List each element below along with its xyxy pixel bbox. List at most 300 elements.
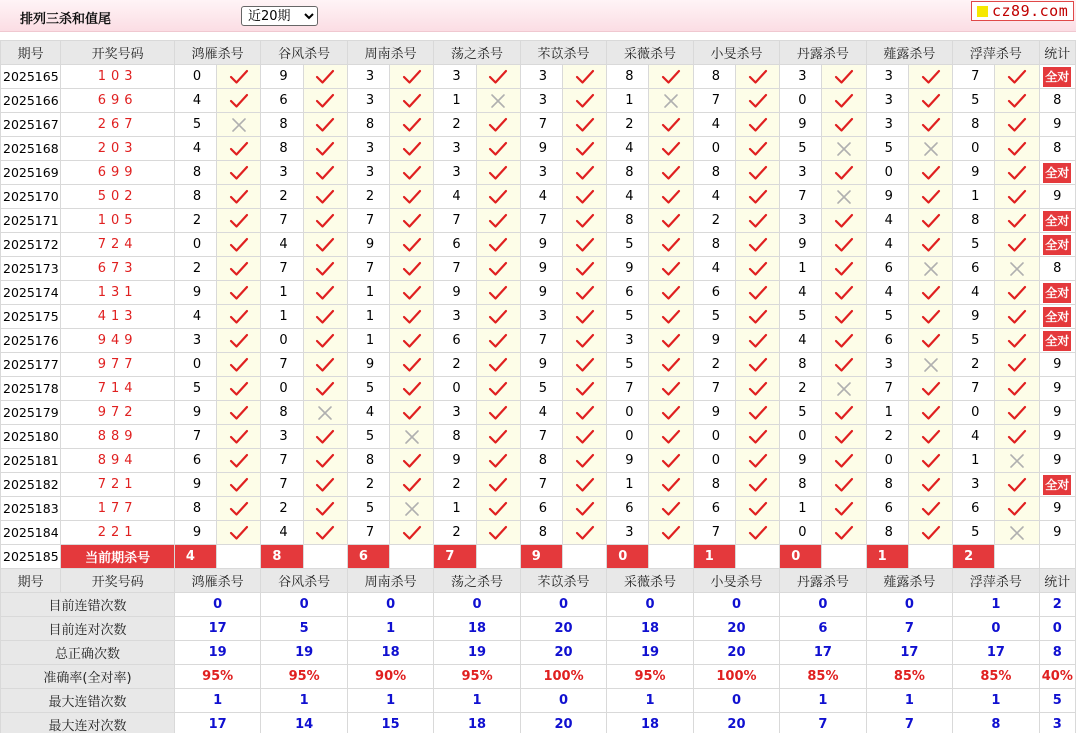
kill-number-cell: 7 <box>434 257 476 281</box>
draw-number-cell: 103 <box>61 65 175 89</box>
check-icon <box>402 453 422 469</box>
check-icon <box>488 381 508 397</box>
check-icon <box>488 405 508 421</box>
check-icon <box>575 261 595 277</box>
blank-cell <box>217 545 261 569</box>
check-icon <box>402 381 422 397</box>
kill-number-cell: 3 <box>174 329 216 353</box>
check-icon <box>921 477 941 493</box>
all-correct-badge: 全对 <box>1043 67 1071 87</box>
kill-number-cell: 6 <box>520 497 562 521</box>
kill-number-cell: 3 <box>520 305 562 329</box>
check-icon <box>488 333 508 349</box>
result-mark-cell <box>476 233 520 257</box>
kill-number-cell: 4 <box>953 425 995 449</box>
summary-value: 5 <box>1039 689 1075 713</box>
col-header-expert: 丹露杀号 <box>780 41 866 65</box>
col-header-period: 期号 <box>1 569 61 593</box>
kill-number-cell: 2 <box>434 473 476 497</box>
result-mark-cell <box>303 473 347 497</box>
result-mark-cell <box>649 233 693 257</box>
result-mark-cell <box>908 305 952 329</box>
check-icon <box>402 405 422 421</box>
result-mark-cell <box>649 473 693 497</box>
result-mark-cell <box>908 521 952 545</box>
check-icon <box>834 357 854 373</box>
col-header-expert: 荡之杀号 <box>434 41 520 65</box>
check-icon <box>1007 93 1027 109</box>
result-mark-cell <box>217 161 261 185</box>
cross-icon <box>836 189 852 205</box>
check-icon <box>1007 165 1027 181</box>
current-kill-cell <box>780 545 822 569</box>
table-row <box>1 497 1076 521</box>
kill-number-cell: 3 <box>261 425 303 449</box>
check-icon <box>488 525 508 541</box>
summary-value: 0 <box>693 593 779 617</box>
stat-cell <box>1039 209 1075 233</box>
kill-number-cell: 8 <box>693 233 735 257</box>
check-icon <box>488 261 508 277</box>
result-mark-cell <box>822 185 866 209</box>
check-icon <box>229 381 249 397</box>
kill-number-cell: 8 <box>347 449 389 473</box>
kill-number-cell: 5 <box>693 305 735 329</box>
check-icon <box>748 141 768 157</box>
summary-value: 1 <box>434 689 520 713</box>
result-mark-cell <box>822 497 866 521</box>
current-kill-number: 0 <box>780 545 822 568</box>
kill-number-cell: 8 <box>434 425 476 449</box>
kill-number-cell: 0 <box>780 425 822 449</box>
summary-value: 18 <box>434 617 520 641</box>
check-icon <box>921 69 941 85</box>
col-header-expert: 浮萍杀号 <box>953 41 1039 65</box>
kill-number-cell: 5 <box>607 353 649 377</box>
kill-number-cell: 1 <box>780 497 822 521</box>
check-icon <box>921 453 941 469</box>
result-mark-cell <box>303 65 347 89</box>
check-icon <box>661 333 681 349</box>
summary-value: 0 <box>174 593 260 617</box>
kill-number-cell: 6 <box>434 233 476 257</box>
result-mark-cell <box>995 65 1039 89</box>
summary-value: 0 <box>261 593 347 617</box>
draw-number-cell: 177 <box>61 497 175 521</box>
summary-value: 0 <box>520 593 606 617</box>
result-mark-cell <box>735 281 779 305</box>
kill-number-cell: 2 <box>434 113 476 137</box>
kill-number-cell: 8 <box>174 161 216 185</box>
current-kill-cell <box>174 545 216 569</box>
check-icon <box>921 309 941 325</box>
result-mark-cell <box>217 281 261 305</box>
stat-count: 9 <box>1053 381 1062 396</box>
result-mark-cell <box>217 113 261 137</box>
summary-value: 0 <box>693 689 779 713</box>
result-mark-cell <box>735 257 779 281</box>
result-mark-cell <box>908 401 952 425</box>
kill-number-cell: 8 <box>607 161 649 185</box>
check-icon <box>229 453 249 469</box>
kill-number-cell: 8 <box>693 161 735 185</box>
kill-number-cell: 9 <box>520 353 562 377</box>
kill-number-cell: 0 <box>780 521 822 545</box>
result-mark-cell <box>995 185 1039 209</box>
kill-number-cell: 9 <box>347 353 389 377</box>
current-kill-cell <box>347 545 389 569</box>
kill-number-cell: 9 <box>953 161 995 185</box>
stat-cell <box>1039 137 1075 161</box>
check-icon <box>748 213 768 229</box>
kill-number-cell: 7 <box>347 521 389 545</box>
check-icon <box>921 525 941 541</box>
result-mark-cell <box>476 137 520 161</box>
stat-count: 9 <box>1053 357 1062 372</box>
kill-number-cell: 4 <box>866 209 908 233</box>
result-mark-cell <box>563 113 607 137</box>
kill-number-cell: 2 <box>347 473 389 497</box>
kill-number-cell: 6 <box>866 497 908 521</box>
result-mark-cell <box>390 65 434 89</box>
check-icon <box>834 477 854 493</box>
result-mark-cell <box>735 65 779 89</box>
result-mark-cell <box>563 401 607 425</box>
summary-value: 17 <box>780 641 866 665</box>
check-icon <box>575 381 595 397</box>
check-icon <box>315 117 335 133</box>
kill-number-cell: 6 <box>693 281 735 305</box>
check-icon <box>748 189 768 205</box>
result-mark-cell <box>390 305 434 329</box>
kill-number-cell: 9 <box>174 473 216 497</box>
check-icon <box>229 141 249 157</box>
kill-number-cell: 5 <box>953 521 995 545</box>
result-mark-cell <box>563 137 607 161</box>
kill-number-cell: 2 <box>866 425 908 449</box>
kill-number-cell: 5 <box>347 497 389 521</box>
result-mark-cell <box>822 425 866 449</box>
kill-number-cell: 6 <box>866 257 908 281</box>
result-mark-cell <box>735 233 779 257</box>
kill-number-cell: 4 <box>780 281 822 305</box>
kill-number-cell: 6 <box>693 497 735 521</box>
kill-number-cell: 2 <box>434 521 476 545</box>
summary-value: 17 <box>174 713 260 733</box>
check-icon <box>1007 357 1027 373</box>
current-kill-cell <box>953 545 995 569</box>
range-select[interactable] <box>241 6 318 26</box>
kill-number-cell: 3 <box>347 137 389 161</box>
kill-number-cell: 5 <box>866 137 908 161</box>
summary-value: 95% <box>607 665 693 689</box>
kill-number-cell: 7 <box>953 65 995 89</box>
kill-number-cell: 0 <box>174 65 216 89</box>
check-icon <box>402 213 422 229</box>
col-header-expert: 采薇杀号 <box>607 41 693 65</box>
check-icon <box>748 93 768 109</box>
blank-cell <box>908 545 952 569</box>
summary-value: 0 <box>866 593 952 617</box>
result-mark-cell <box>217 137 261 161</box>
result-mark-cell <box>908 209 952 233</box>
kill-number-cell: 9 <box>174 521 216 545</box>
kill-number-cell: 7 <box>261 209 303 233</box>
summary-value: 85% <box>780 665 866 689</box>
stat-cell <box>1039 257 1075 281</box>
current-kill-number: 1 <box>867 545 909 568</box>
kill-number-cell: 5 <box>174 377 216 401</box>
check-icon <box>748 117 768 133</box>
result-mark-cell <box>649 353 693 377</box>
summary-value: 3 <box>1039 713 1075 733</box>
check-icon <box>229 285 249 301</box>
summary-value: 1 <box>780 689 866 713</box>
kill-number-cell: 7 <box>261 449 303 473</box>
current-kill-number: 2 <box>953 545 995 568</box>
kill-number-cell: 8 <box>866 521 908 545</box>
check-icon <box>575 477 595 493</box>
result-mark-cell <box>649 329 693 353</box>
result-mark-cell <box>217 329 261 353</box>
kill-number-cell: 2 <box>347 185 389 209</box>
kill-number-cell: 2 <box>174 257 216 281</box>
draw-number-cell: 724 <box>61 233 175 257</box>
kill-number-cell: 7 <box>693 89 735 113</box>
result-mark-cell <box>303 401 347 425</box>
check-icon <box>748 309 768 325</box>
blank-cell <box>390 545 434 569</box>
check-icon <box>661 165 681 181</box>
result-mark-cell <box>822 329 866 353</box>
result-mark-cell <box>563 377 607 401</box>
result-mark-cell <box>476 281 520 305</box>
table-row <box>1 161 1076 185</box>
result-mark-cell <box>908 377 952 401</box>
kill-number-cell: 4 <box>693 257 735 281</box>
cross-icon <box>923 141 939 157</box>
check-icon <box>229 165 249 181</box>
stat-cell <box>1039 281 1075 305</box>
check-icon <box>921 285 941 301</box>
site-logo[interactable] <box>971 1 1074 21</box>
period-cell: 2025173 <box>1 257 61 281</box>
result-mark-cell <box>995 449 1039 473</box>
table-row <box>1 449 1076 473</box>
check-icon <box>315 165 335 181</box>
check-icon <box>315 141 335 157</box>
current-kill-cell <box>866 545 908 569</box>
kill-number-cell: 7 <box>693 521 735 545</box>
current-kill-cell <box>607 545 649 569</box>
current-kill-number: 6 <box>348 545 390 568</box>
stat-count: 9 <box>1053 405 1062 420</box>
check-icon <box>661 357 681 373</box>
kill-number-cell: 3 <box>780 65 822 89</box>
summary-value: 5 <box>261 617 347 641</box>
check-icon <box>748 357 768 373</box>
result-mark-cell <box>649 521 693 545</box>
check-icon <box>402 117 422 133</box>
all-correct-badge: 全对 <box>1043 211 1071 231</box>
kill-number-cell: 1 <box>347 329 389 353</box>
kill-number-cell: 9 <box>607 449 649 473</box>
kill-number-cell: 0 <box>780 89 822 113</box>
blank-cell <box>735 545 779 569</box>
kill-number-cell: 0 <box>261 377 303 401</box>
check-icon <box>748 501 768 517</box>
result-mark-cell <box>649 449 693 473</box>
result-mark-cell <box>908 473 952 497</box>
check-icon <box>661 453 681 469</box>
result-mark-cell <box>476 257 520 281</box>
kill-number-cell: 3 <box>347 161 389 185</box>
table-row <box>1 425 1076 449</box>
check-icon <box>921 117 941 133</box>
kill-number-cell: 5 <box>953 89 995 113</box>
col-header-stat: 统计 <box>1039 41 1075 65</box>
draw-number-cell: 949 <box>61 329 175 353</box>
result-mark-cell <box>908 449 952 473</box>
draw-number-cell: 413 <box>61 305 175 329</box>
check-icon <box>921 501 941 517</box>
period-cell: 2025167 <box>1 113 61 137</box>
check-icon <box>748 165 768 181</box>
table-row <box>1 137 1076 161</box>
check-icon <box>488 117 508 133</box>
kill-number-cell: 8 <box>607 65 649 89</box>
result-mark-cell <box>908 497 952 521</box>
kill-number-cell: 0 <box>174 353 216 377</box>
result-mark-cell <box>822 137 866 161</box>
stat-cell <box>1039 65 1075 89</box>
kill-number-cell: 2 <box>953 353 995 377</box>
kill-number-cell: 7 <box>520 329 562 353</box>
col-header-expert: 谷风杀号 <box>261 569 347 593</box>
cross-icon <box>404 501 420 517</box>
check-icon <box>575 69 595 85</box>
check-icon <box>921 93 941 109</box>
summary-value: 20 <box>520 641 606 665</box>
kill-number-cell: 7 <box>261 473 303 497</box>
check-icon <box>229 525 249 541</box>
result-mark-cell <box>217 305 261 329</box>
draw-number-cell: 699 <box>61 161 175 185</box>
summary-value: 0 <box>1039 617 1075 641</box>
check-icon <box>834 213 854 229</box>
kill-number-cell: 5 <box>866 305 908 329</box>
summary-row <box>1 665 1076 689</box>
result-mark-cell <box>217 401 261 425</box>
summary-value: 85% <box>866 665 952 689</box>
all-correct-badge: 全对 <box>1043 163 1071 183</box>
stat-cell <box>1039 161 1075 185</box>
kill-number-cell: 6 <box>174 449 216 473</box>
kill-number-cell: 5 <box>780 401 822 425</box>
check-icon <box>1007 117 1027 133</box>
summary-label: 目前连错次数 <box>1 593 175 617</box>
kill-number-cell: 4 <box>866 281 908 305</box>
summary-value: 18 <box>607 713 693 733</box>
table-row <box>1 233 1076 257</box>
table-row <box>1 89 1076 113</box>
draw-number-cell: 267 <box>61 113 175 137</box>
check-icon <box>1007 285 1027 301</box>
summary-value: 19 <box>434 641 520 665</box>
result-mark-cell <box>735 89 779 113</box>
result-mark-cell <box>563 329 607 353</box>
logo-text: cz89.com <box>992 2 1069 20</box>
check-icon <box>488 237 508 253</box>
kill-number-cell: 1 <box>780 257 822 281</box>
period-cell: 2025171 <box>1 209 61 233</box>
check-icon <box>834 453 854 469</box>
result-mark-cell <box>995 425 1039 449</box>
result-mark-cell <box>303 497 347 521</box>
result-mark-cell <box>303 305 347 329</box>
check-icon <box>402 69 422 85</box>
result-mark-cell <box>563 521 607 545</box>
result-mark-cell <box>390 497 434 521</box>
check-icon <box>1007 405 1027 421</box>
check-icon <box>748 429 768 445</box>
summary-value: 17 <box>866 641 952 665</box>
summary-value: 20 <box>693 617 779 641</box>
col-header-expert: 薤露杀号 <box>866 41 952 65</box>
summary-value: 15 <box>347 713 433 733</box>
result-mark-cell <box>303 377 347 401</box>
kill-number-cell: 9 <box>520 257 562 281</box>
summary-value: 8 <box>953 713 1039 733</box>
summary-value: 19 <box>261 641 347 665</box>
check-icon <box>661 477 681 493</box>
check-icon <box>315 69 335 85</box>
kill-number-cell: 9 <box>693 401 735 425</box>
table-row <box>1 185 1076 209</box>
result-mark-cell <box>735 497 779 521</box>
check-icon <box>488 453 508 469</box>
check-icon <box>229 477 249 493</box>
result-mark-cell <box>563 281 607 305</box>
kill-number-cell: 8 <box>780 353 822 377</box>
result-mark-cell <box>563 353 607 377</box>
col-header-stat: 统计 <box>1039 569 1075 593</box>
period-cell: 2025182 <box>1 473 61 497</box>
kill-number-cell: 0 <box>693 449 735 473</box>
result-mark-cell <box>995 377 1039 401</box>
cross-icon <box>404 429 420 445</box>
check-icon <box>1007 189 1027 205</box>
kill-number-cell: 0 <box>953 137 995 161</box>
check-icon <box>748 525 768 541</box>
check-icon <box>488 69 508 85</box>
current-kill-number: 1 <box>694 545 736 568</box>
result-mark-cell <box>649 113 693 137</box>
stat-cell <box>1039 425 1075 449</box>
result-mark-cell <box>735 185 779 209</box>
result-mark-cell <box>217 233 261 257</box>
summary-value: 1 <box>607 689 693 713</box>
result-mark-cell <box>476 89 520 113</box>
summary-value: 1 <box>953 689 1039 713</box>
result-mark-cell <box>303 425 347 449</box>
blank-cell <box>649 545 693 569</box>
result-mark-cell <box>476 185 520 209</box>
kill-number-cell: 2 <box>261 185 303 209</box>
col-header-period: 期号 <box>1 41 61 65</box>
result-mark-cell <box>908 65 952 89</box>
kill-number-cell: 1 <box>866 401 908 425</box>
